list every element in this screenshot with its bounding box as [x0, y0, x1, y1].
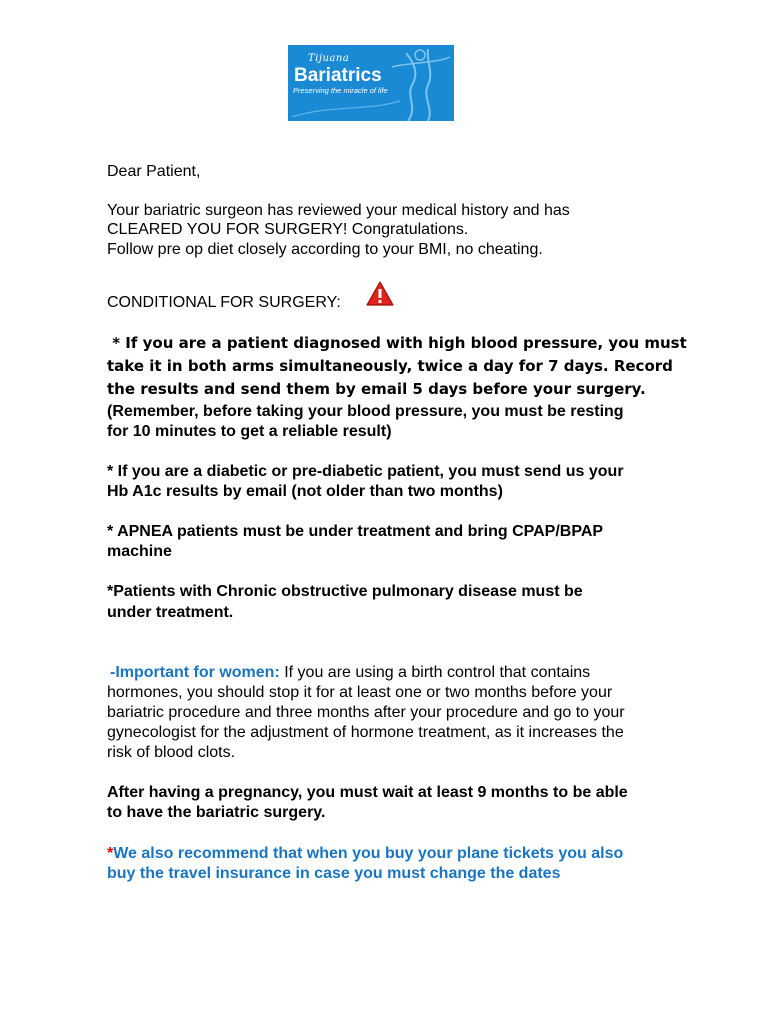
insurance-line-2: buy the travel insurance in case you must change the dates	[107, 865, 561, 882]
bp-line-3: the results and send them by email 5 days before your surgery.	[107, 380, 646, 398]
women-line-1: If you are using a birth control that contains	[279, 664, 591, 681]
logo-tagline: Preserving the miracle of life	[293, 86, 388, 95]
pregnancy-line-1: After having a pregnancy, you must wait at least 9 months to be able	[107, 784, 628, 801]
logo-name: Bariatrics	[294, 65, 382, 86]
women-line-4: gynecologist for the adjustment of hormone treatment, as it increases the	[107, 724, 624, 741]
bariatrics-logo	[288, 45, 454, 121]
intro-line-3: Follow pre op diet closely according to your BMI, no cheating.	[107, 241, 543, 258]
intro-line-1: Your bariatric surgeon has reviewed your medical history and has	[107, 202, 570, 219]
apnea-line-2: machine	[107, 543, 172, 560]
insurance-star: *	[107, 845, 114, 862]
bp-line-1: * If you are a patient diagnosed with high blood pressure, you must	[107, 334, 687, 352]
diabetic-line-1: * If you are a diabetic or pre-diabetic patient, you must send us your	[107, 463, 624, 480]
insurance-line-1-text: We also recommend that when you buy your plane tickets you also	[113, 845, 624, 862]
women-line-2: hormones, you should stop it for at least one or two months before your	[107, 684, 613, 701]
warning-triangle-icon	[366, 281, 394, 307]
pregnancy-line-2: to have the bariatric surgery.	[107, 804, 326, 821]
bp-note-1: (Remember, before taking your blood pressure, you must be resting	[107, 403, 624, 420]
conditional-heading: CONDITIONAL FOR SURGERY:	[107, 294, 341, 311]
bp-line-2: take it in both arms simultaneously, twice a day for 7 days. Record	[107, 357, 673, 375]
women-first-line	[110, 663, 590, 683]
women-line-3: bariatric procedure and three months after your procedure and go to your	[107, 704, 625, 721]
diabetic-line-2: Hb A1c results by email (not older than two months)	[107, 483, 503, 500]
insurance-line-1	[107, 844, 623, 864]
logo-script-text: Tijuana	[308, 53, 350, 64]
bp-note-2: for 10 minutes to get a reliable result)	[107, 423, 392, 440]
copd-line-2: under treatment.	[107, 604, 234, 621]
apnea-line-1: * APNEA patients must be under treatment and bring CPAP/BPAP	[107, 523, 604, 540]
women-line-5: risk of blood clots.	[107, 744, 236, 761]
women-label: -Important for women:	[110, 664, 280, 681]
copd-line-1: *Patients with Chronic obstructive pulmonary disease must be	[107, 583, 583, 600]
intro-line-2: CLEARED YOU FOR SURGERY! Congratulations.	[107, 221, 469, 238]
salutation: Dear Patient,	[107, 163, 201, 180]
